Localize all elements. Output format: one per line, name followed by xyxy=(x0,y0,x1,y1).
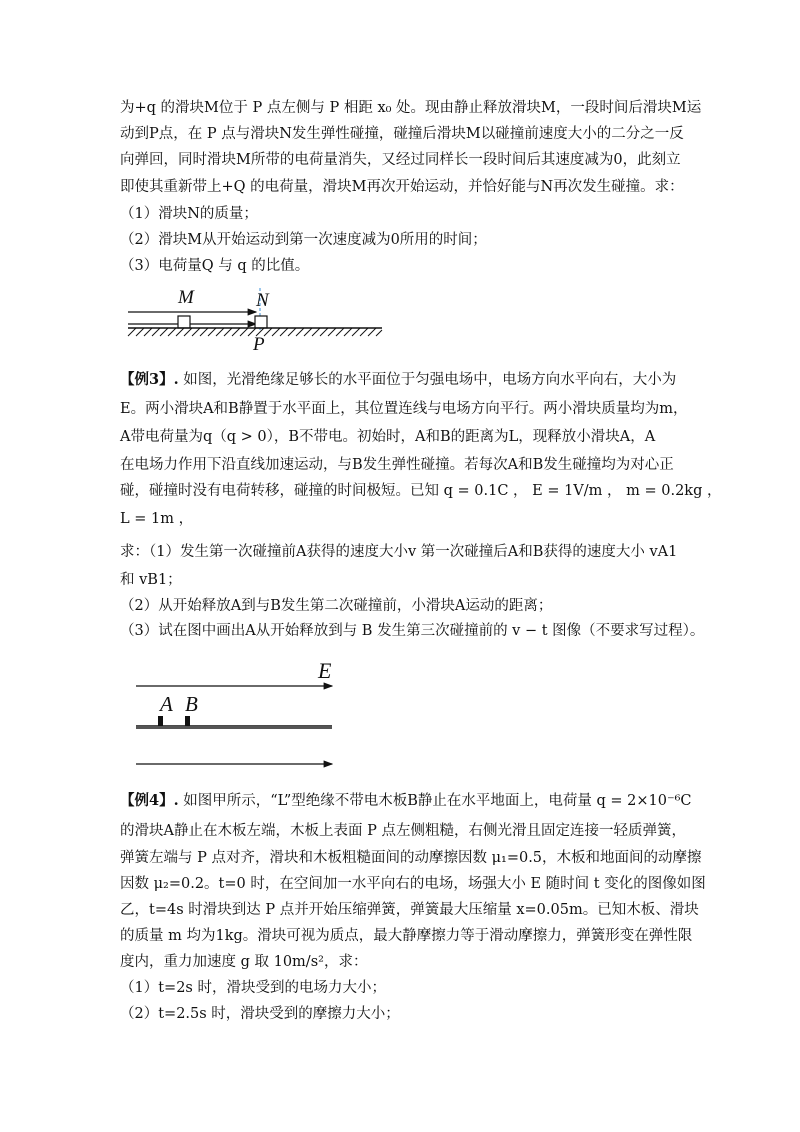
example-3-tag: 【例3】. xyxy=(120,371,179,388)
slider-b xyxy=(185,716,190,726)
problem-text-line-1: 为+q 的滑块M位于 P 点左侧与 P 相距 x₀ 处。现由静止释放滑块M，一段时间后滑块M运 xyxy=(120,100,702,116)
example-4-tag: 【例4】. xyxy=(120,792,179,809)
slider-n xyxy=(255,316,267,328)
example-3-question-2: （2）从开始释放A到与B发生第二次碰撞前，小滑块A运动的距离； xyxy=(120,598,553,614)
example-3-line-2: E。两小滑块A和B静置于水平面上，其位置连线与电场方向平行。两小滑块质量均为m， xyxy=(120,401,688,417)
question-1: （1）滑块N的质量； xyxy=(120,206,258,222)
example-3-question-3: （3）试在图中画出A从开始释放到与 B 发生第三次碰撞前的 v − t 图像（不要求写过程）。 xyxy=(120,623,705,639)
label-p: P xyxy=(253,334,265,355)
example-3-line-1: 【例3】. 如图，光滑绝缘足够长的水平面位于匀强电场中，电场方向水平向右，大小为 xyxy=(120,371,677,388)
problem-text-line-3: 向弹回，同时滑块M所带的电荷量消失，又经过同样长一段时间后其速度减为0，此刻立 xyxy=(120,152,681,168)
example-3-line-3: A带电荷量为q（q > 0），B不带电。初始时，A和B的距离为L，现释放小滑块A，A xyxy=(120,429,656,445)
example-4-question-1: （1）t=2s 时，滑块受到的电场力大小； xyxy=(120,980,386,996)
figure-field-ab-drawing xyxy=(130,658,350,778)
slider-m xyxy=(178,316,190,328)
example-4-question-2: （2）t=2.5s 时，滑块受到的摩擦力大小； xyxy=(120,1006,400,1022)
label-e: E xyxy=(318,658,332,683)
label-b: B xyxy=(185,692,198,716)
question-2: （2）滑块M从开始运动到第一次速度减为0所用的时间； xyxy=(120,232,487,248)
surface-hatching xyxy=(136,726,332,729)
example-4-line-5: 乙，t=4s 时滑块到达 P 点并开始压缩弹簧，弹簧最大压缩量 x=0.05m。已知木板、滑块 xyxy=(120,902,699,918)
example-3-line-5: 碰，碰撞时没有电荷转移，碰撞的时间极短。已知 q = 0.1C ， E = 1V/m ， m = 0.2kg ， xyxy=(120,483,722,499)
example-4-line-6: 的质量 m 均为1kg。滑块可视为质点，最大静摩擦力等于滑动摩擦力，弹簧形变在弹性限 xyxy=(120,928,693,944)
label-n: N xyxy=(256,290,269,311)
question-3: （3）电荷量Q 与 q 的比值。 xyxy=(120,258,310,274)
label-a: A xyxy=(160,692,173,716)
figure-field-ab xyxy=(130,658,350,778)
figure-sliders-mn xyxy=(120,288,390,358)
problem-text-line-4: 即使其重新带上+Q 的电荷量，滑块M再次开始运动，并恰好能与N再次发生碰撞。求： xyxy=(120,179,684,195)
label-m: M xyxy=(178,287,194,308)
slider-a xyxy=(158,716,163,726)
problem-text-line-2: 动到P点，在 P 点与滑块N发生弹性碰撞，碰撞后滑块M以碰撞前速度大小的二分之一反 xyxy=(120,126,684,142)
example-3-line-7: 求：（1）发生第一次碰撞前A获得的速度大小v 第一次碰撞后A和B获得的速度大小 vA1 xyxy=(120,544,678,560)
example-3-line-4: 在电场力作用下沿直线加速运动，与B发生弹性碰撞。若每次A和B发生碰撞均为对心正 xyxy=(120,457,674,473)
example-3-line-6: L = 1m ， xyxy=(120,511,194,527)
example-4-line-1: 【例4】. 如图甲所示，“L”型绝缘不带电木板B静止在水平地面上，电荷量 q = 2×10⁻⁶C xyxy=(120,792,692,809)
example-4-line-2: 的滑块A静止在木板左端，木板上表面 P 点左侧粗糙，右侧光滑且固定连接一轻质弹簧， xyxy=(120,823,686,839)
example-4-line-7: 度内，重力加速度 g 取 10m/s²，求： xyxy=(120,954,368,970)
example-4-line-3: 弹簧左端与 P 点对齐，滑块和木板粗糙面间的动摩擦因数 μ₁=0.5，木板和地面间的动摩擦 xyxy=(120,850,702,866)
example-3-line-8: 和 vB1； xyxy=(120,572,182,588)
example-4-line-4: 因数 μ₂=0.2。t=0 时，在空间加一水平向右的电场，场强大小 E 随时间 t 变化的图像如图 xyxy=(120,876,706,892)
